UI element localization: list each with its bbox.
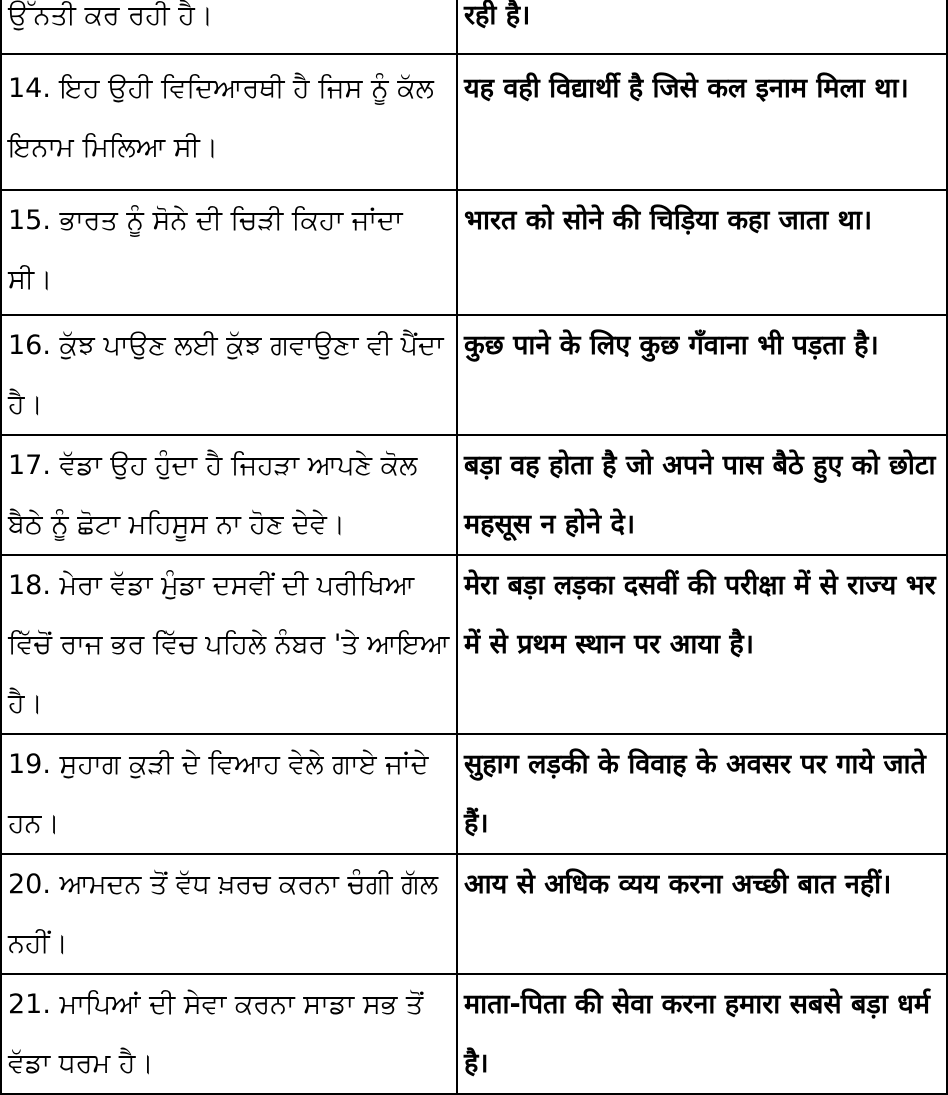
hindi-cell: बड़ा वह होता है जो अपने पास बैठे हुए को छोटा महसूस न होने दे।	[457, 435, 947, 555]
table-row	[1, 974, 947, 1094]
hindi-cell: सुहाग लड़की के विवाह के अवसर पर गाये जाते हैं।	[457, 734, 947, 854]
hindi-cell: आय से अधिक व्यय करना अच्छी बात नहीं।	[457, 854, 947, 974]
hindi-cell: कुछ पाने के लिए कुछ गँवाना भी पड़ता है।	[457, 315, 947, 435]
table-row	[1, 555, 947, 734]
punjabi-cell: 17. ਵੱਡਾ ਉਹ ਹੁੰਦਾ ਹੈ ਜਿਹੜਾ ਆਪਣੇ ਕੋਲ ਬੈਠੇ ਨੂੰ ਛੋਟਾ ਮਹਿਸੂਸ ਨਾ ਹੋਣ ਦੇਵੇ।	[1, 435, 457, 555]
punjabi-cell: 21. ਮਾਪਿਆਂ ਦੀ ਸੇਵਾ ਕਰਨਾ ਸਾਡਾ ਸਭ ਤੋਂ ਵੱਡਾ ਧਰਮ ਹੈ।	[1, 974, 457, 1094]
table-row	[1, 315, 947, 435]
punjabi-cell: ਉੱਨਤੀ ਕਰ ਰਹੀ ਹੈ।	[1, 0, 457, 54]
punjabi-cell: 19. ਸੁਹਾਗ ਕੁੜੀ ਦੇ ਵਿਆਹ ਵੇਲੇ ਗਾਏ ਜਾਂਦੇ ਹਨ।	[1, 734, 457, 854]
table-row	[1, 435, 947, 555]
hindi-cell: मेरा बड़ा लड़का दसवीं की परीक्षा में से राज्य भर में से प्रथम स्थान पर आया है।	[457, 555, 947, 734]
table-row	[1, 0, 947, 54]
punjabi-cell: 20. ਆਮਦਨ ਤੋਂ ਵੱਧ ਖ਼ਰਚ ਕਰਨਾ ਚੰਗੀ ਗੱਲ ਨਹੀਂ।	[1, 854, 457, 974]
punjabi-cell: 15. ਭਾਰਤ ਨੂੰ ਸੋਨੇ ਦੀ ਚਿੜੀ ਕਿਹਾ ਜਾਂਦਾ ਸੀ।	[1, 190, 457, 315]
hindi-cell: माता-पिता की सेवा करना हमारा सबसे बड़ा धर्म है।	[457, 974, 947, 1094]
punjabi-cell: 16. ਕੁੱਝ ਪਾਉਣ ਲਈ ਕੁੱਝ ਗਵਾਉਣਾ ਵੀ ਪੈਂਦਾ ਹੈ।	[1, 315, 457, 435]
table-row	[1, 854, 947, 974]
hindi-cell: रही है।	[457, 0, 947, 54]
punjabi-cell: 14. ਇਹ ਉਹੀ ਵਿਦਿਆਰਥੀ ਹੈ ਜਿਸ ਨੂੰ ਕੱਲ ਇਨਾਮ ਮਿਲਿਆ ਸੀ।	[1, 54, 457, 190]
table-row	[1, 734, 947, 854]
table-row	[1, 190, 947, 315]
translation-table-body	[1, 0, 947, 1094]
punjabi-cell: 18. ਮੇਰਾ ਵੱਡਾ ਮੁੰਡਾ ਦਸਵੀਂ ਦੀ ਪਰੀਖਿਆ ਵਿੱਚੋਂ ਰਾਜ ਭਰ ਵਿੱਚ ਪਹਿਲੇ ਨੰਬਰ 'ਤੇ ਆਇਆ ਹੈ।	[1, 555, 457, 734]
hindi-cell: यह वही विद्यार्थी है जिसे कल इनाम मिला था।	[457, 54, 947, 190]
table-row	[1, 54, 947, 190]
hindi-cell: भारत को सोने की चिड़िया कहा जाता था।	[457, 190, 947, 315]
